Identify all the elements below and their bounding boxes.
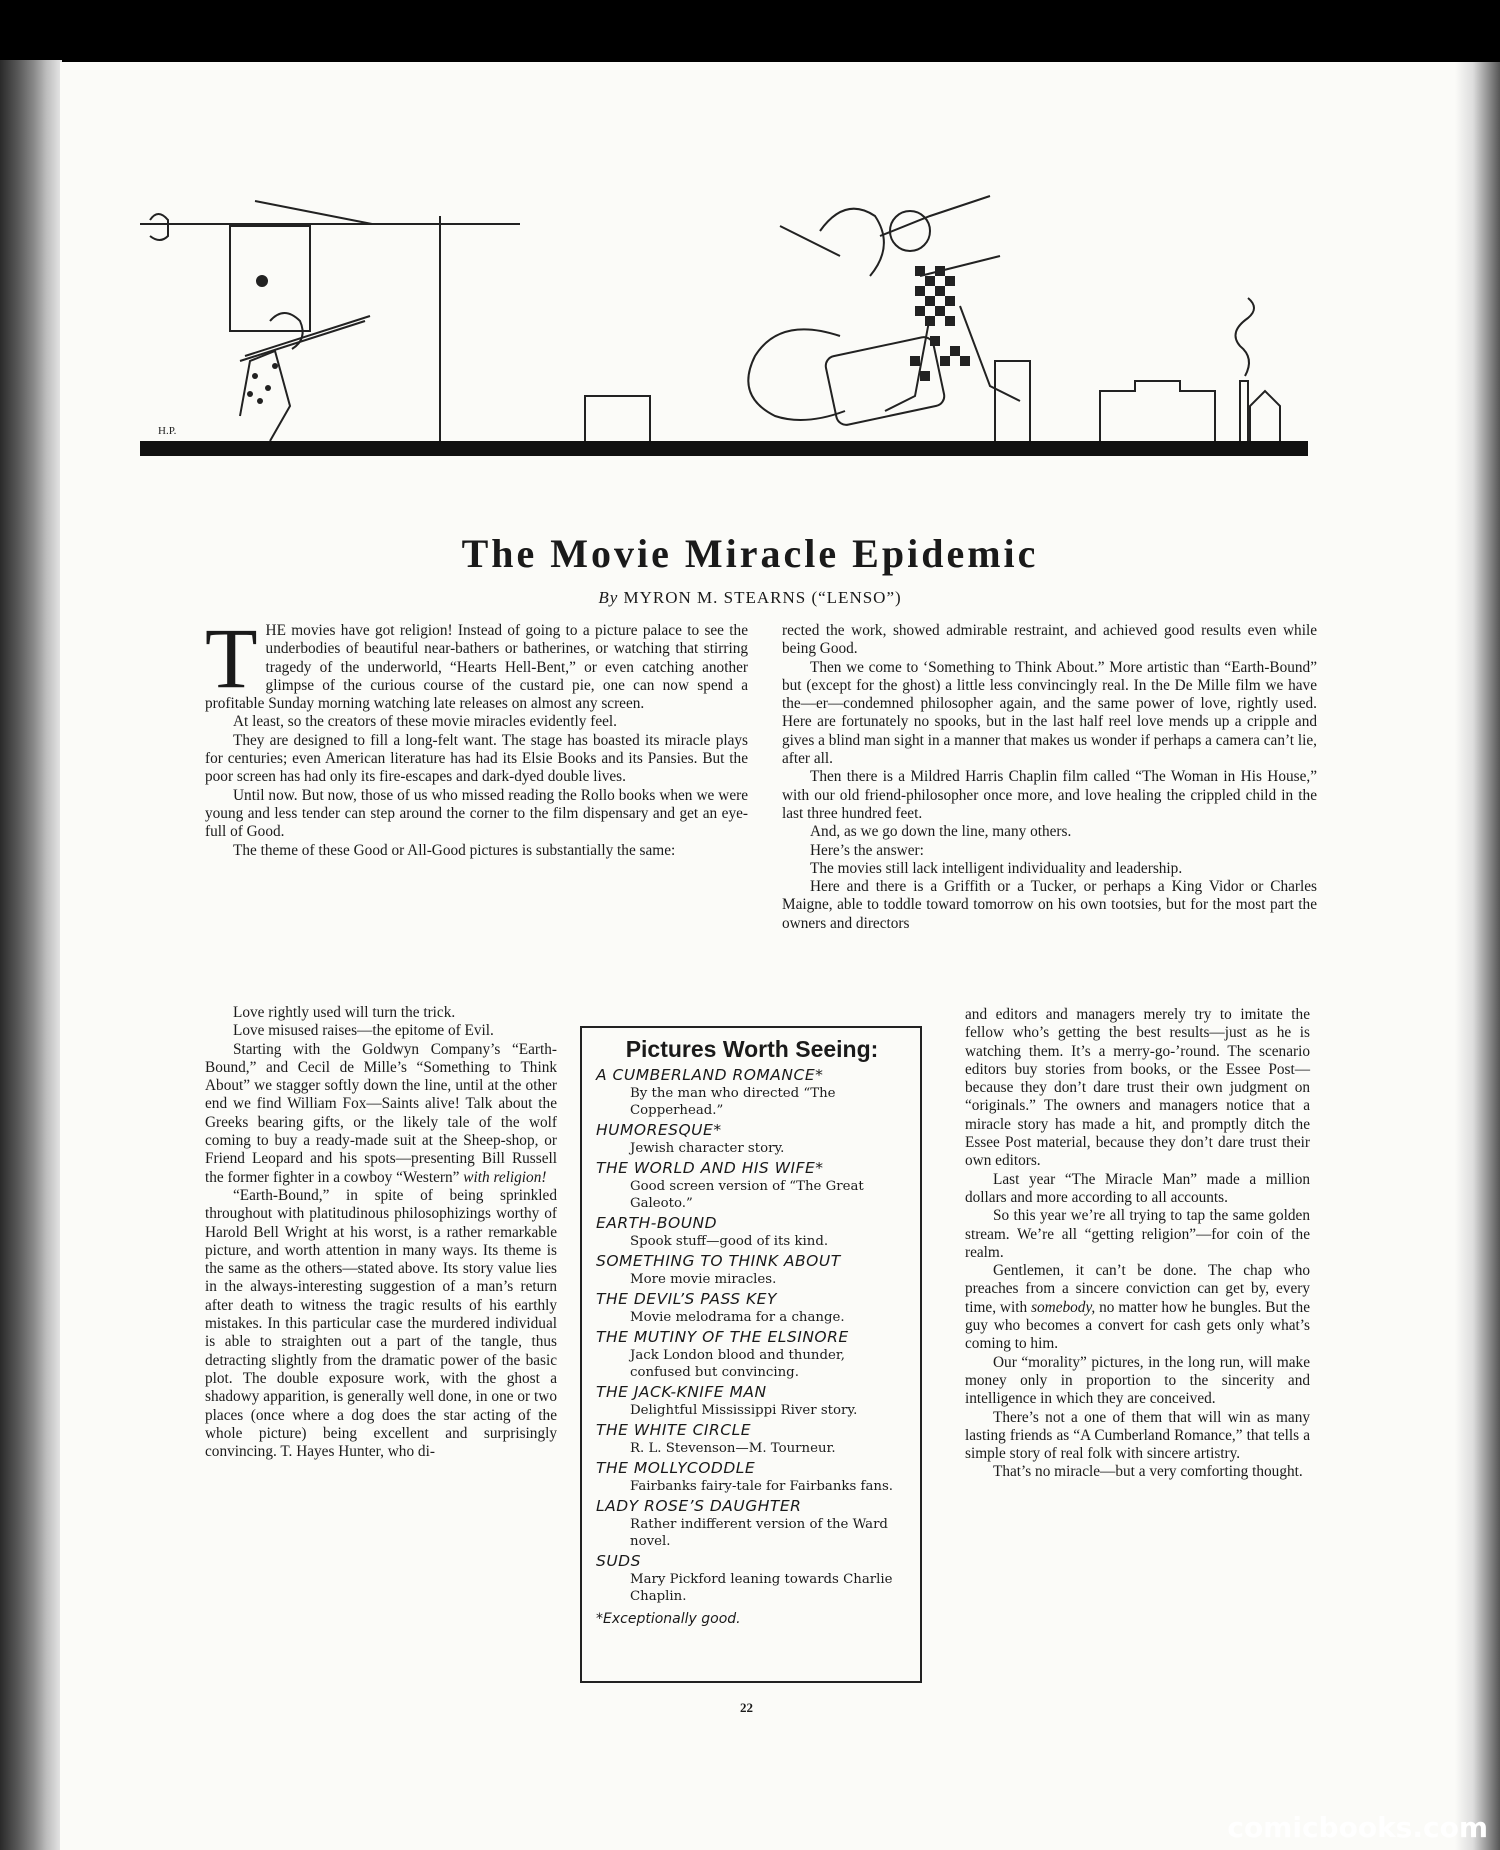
paragraph: The movies still lack intelligent individuality and leadership. — [810, 859, 1183, 877]
page-number: 22 — [740, 1700, 753, 1715]
film-description: By the man who directed “The Copperhead.” — [630, 1086, 836, 1118]
paragraph: Our “morality” pictures, in the long run, will make money only in proportion to the sincerity and intelligence in which they are conceived. — [965, 1353, 1310, 1408]
sidebar-footnote: *Exceptionally good. — [596, 1611, 741, 1627]
drop-cap: T — [205, 610, 258, 706]
byline — [0, 588, 1500, 608]
film-description: More movie miracles. — [630, 1272, 777, 1287]
paragraph: That’s no miracle—but a very comforting thought. — [993, 1463, 1303, 1481]
page-edge — [1455, 62, 1500, 1850]
sidebar-entry — [596, 1214, 908, 1250]
sidebar-entry — [596, 1290, 908, 1326]
header-illustration — [140, 156, 1308, 456]
film-title: THE MOLLYCODDLE — [596, 1459, 756, 1477]
paragraph: Last year “The Miracle Man” made a million dollars and more according to all accounts. — [965, 1170, 1310, 1206]
sidebar-entry — [596, 1159, 908, 1212]
film-description: Spook stuff—good of its kind. — [630, 1234, 829, 1249]
paragraph: They are designed to fill a long-felt want. The stage has boasted its miracle plays for centuries; even American literature has had its Elsie Books and its Pansies. But the poor screen has had only its fire-escapes and dark-dyed double lives. — [205, 731, 748, 786]
paragraph: Gentlemen, it can’t be done. The chap who preaches from a sincere conviction can get by, every time, with somebody, no matter how he bungles. But the guy who becomes a convert for cash gets only what’s coming to him. — [965, 1262, 1310, 1353]
paragraph: There’s not a one of them that will win as many lasting friends as “A Cumberland Romance,” that tells a simple story of real folk with sincere artistry. — [965, 1408, 1310, 1463]
paragraph: So this year we’re all trying to tap the same golden stream. We’re all “getting religion”—for coin of the realm. — [965, 1207, 1310, 1261]
paragraph: rected the work, showed admirable restraint, and achieved good results even while being Good. — [782, 622, 1317, 658]
film-title: THE JACK-KNIFE MAN — [596, 1383, 767, 1401]
paragraph: At least, so the creators of these movie miracles evidently feel. — [233, 713, 617, 731]
paragraph: Here and there is a Griffith or a Tucker, or perhaps a King Vidor or Charles Maigne, able to toddle toward tomorrow on his own tootsies, but for the most part the owners and directors — [782, 878, 1317, 932]
film-title: THE DEVIL’S PASS KEY — [596, 1290, 777, 1308]
book-binding — [0, 60, 62, 1850]
byline-author: MYRON M. STEARNS (“LENSO”) — [623, 588, 902, 607]
film-description: Movie melodrama for a change. — [630, 1310, 845, 1325]
watermark: comicbooks.com — [1227, 1811, 1488, 1844]
sidebar-entry — [596, 1497, 908, 1550]
film-description: Delightful Mississippi River story. — [630, 1403, 858, 1418]
film-title: A CUMBERLAND ROMANCE* — [596, 1066, 824, 1084]
left-column-narrow — [205, 1004, 557, 1461]
sidebar-entry — [596, 1383, 908, 1419]
film-title: HUMORESQUE* — [596, 1121, 722, 1139]
byline-prefix: By — [598, 588, 624, 607]
paragraph: “Earth-Bound,” in spite of being sprinkled throughout with platitudinous philosophizings worthy of Harold Bell Wright at his worst, is a rather remarkable picture, and worth attention in many ways. Its theme is the same as the others—stated above. Its story value lies in the always-interesting suggestion of a man’s return after death to witness the tragic results of his earthly mistakes. In this particular case the murdered individual is able to straighten out a part of the tangle, thus detracting slightly from the dramatic power of the basic plot. The double exposure work, with the ghost a shadowy apparition, is generally well done, in one or two places (once where a dog does the star acting of the whole picture) being excellent and surprisingly convincing. T. Hayes Hunter, who di- — [205, 1186, 557, 1461]
sidebar-list — [596, 1066, 908, 1605]
film-title: EARTH-BOUND — [596, 1214, 718, 1232]
right-column-narrow — [965, 1006, 1310, 1482]
film-title: THE MUTINY OF THE ELSINORE — [596, 1328, 849, 1346]
film-description: Mary Pickford leaning towards Charlie Chaplin. — [630, 1572, 893, 1604]
paragraph: And, as we go down the line, many others. — [810, 823, 1072, 841]
film-title: THE WHITE CIRCLE — [596, 1421, 752, 1439]
paragraph: Love rightly used will turn the trick. — [233, 1004, 456, 1021]
paragraph: Then we come to ‘Something to Think About.” More artistic than “Earth-Bound” but (except for the ghost) a little less convincingly real. In the De Mille film we have the—er—condemned philosopher again, and the same power of love, rightly used. Here are fortunately no spooks, but in the last half reel love mends up a cripple and gives a blind man sight in a manner that makes us wonder if perhaps a camera can’t lie, after all. — [782, 658, 1317, 768]
paragraph: The theme of these Good or All-Good pictures is substantially the same: — [233, 841, 676, 859]
sidebar-entry — [596, 1121, 908, 1157]
sidebar-entry — [596, 1552, 908, 1605]
paragraph: Here’s the answer: — [810, 841, 924, 859]
film-description: Rather indifferent version of the Ward novel. — [630, 1517, 888, 1549]
film-title: SOMETHING TO THINK ABOUT — [596, 1252, 841, 1270]
article-title: The Movie Miracle Epidemic — [461, 531, 1039, 576]
film-description: Jewish character story. — [630, 1141, 785, 1156]
sidebar-entry — [596, 1421, 908, 1457]
film-title: THE WORLD AND HIS WIFE* — [596, 1159, 824, 1177]
paragraph: Until now. But now, those of us who missed reading the Rollo books when we were young and less tender can step around the corner to the film dispensary and get an eye-full of Good. — [205, 786, 748, 841]
film-description: R. L. Stevenson—M. Tourneur. — [630, 1441, 836, 1456]
paragraph: THE movies have got religion! Instead of going to a picture palace to see the underbodies of beautiful near-bathers or batherines, or watching that stirring tragedy of the underworld, “Hearts Hell-Bent,” or even catching another glimpse of the curious course of the custard pie, one can now spend a profitable Sunday morning watching late releases on almost any screen. — [205, 610, 748, 713]
film-title: LADY ROSE’S DAUGHTER — [596, 1497, 802, 1515]
sidebar-entry — [596, 1328, 908, 1381]
sidebar-entry — [596, 1066, 908, 1119]
sidebar-heading: Pictures Worth Seeing: — [625, 1036, 879, 1062]
paragraph: Starting with the Goldwyn Company’s “Earth-Bound,” and Cecil de Mille’s “Something to Think About” we stagger softly down the line, until at the other end we find William Fox—Saints alive! Talk about the Greeks bearing gifts, or the likely tale of the wolf coming to buy a ready-made suit at the Sheep-shop, or Friend Leopard and his spots—presenting Bill Russell the former fighter in a cowboy “Western” with religion! — [205, 1040, 557, 1186]
film-title: SUDS — [596, 1552, 641, 1570]
pictures-worth-seeing-box — [580, 1026, 922, 1683]
sidebar-entry — [596, 1459, 908, 1495]
film-description: Fairbanks fairy-tale for Fairbanks fans. — [630, 1479, 893, 1494]
film-description: Jack London blood and thunder, confused but convincing. — [630, 1348, 845, 1380]
artist-signature: H.P. — [158, 425, 177, 437]
paragraph: Then there is a Mildred Harris Chaplin film called “The Woman in His House,” with our old friend-philosopher once more, and love healing the crippled child in the last three hundred feet. — [782, 768, 1317, 822]
right-column-top — [782, 622, 1317, 933]
left-column-top — [205, 610, 748, 860]
paragraph: Love misused raises—the epitome of Evil. — [233, 1022, 494, 1040]
sidebar-entry — [596, 1252, 908, 1288]
paragraph: and editors and managers merely try to imitate the fellow who’s getting the best results—just as he is watching them. It’s a merry-go-’round. The scenario editors buy stories from books, or the Essee Post—because they don’t dare trust their own judgment on “originals.” The owners and managers notice that a miracle story has made a hit, and promptly ditch the Essee Post material, because they don’t dare trust their own editors. — [965, 1006, 1310, 1170]
film-description: Good screen version of “The Great Galeoto.” — [630, 1179, 864, 1211]
